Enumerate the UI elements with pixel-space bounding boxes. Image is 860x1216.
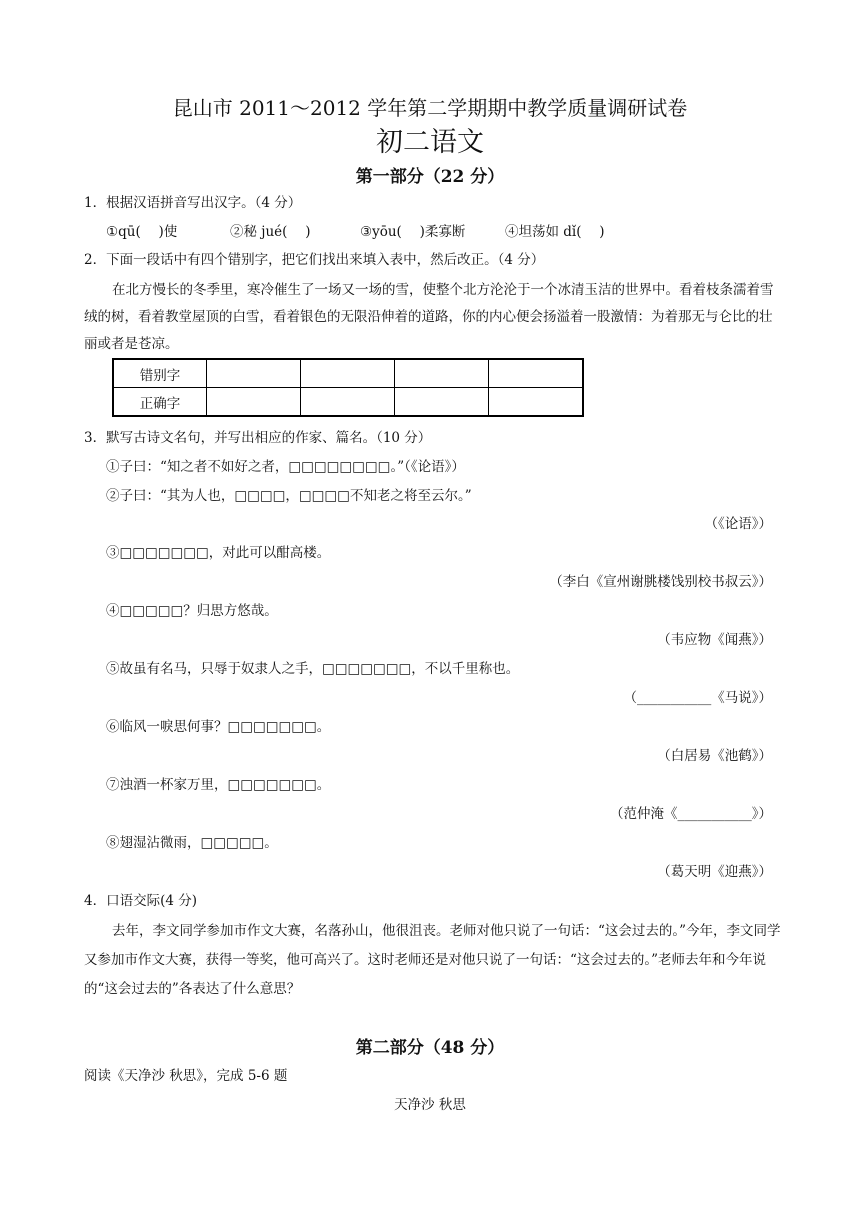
q3-item-7: ⑦浊酒一杯家万里，□□□□□□□。 xyxy=(106,777,331,793)
q3-source-8: （葛天明《迎燕》） xyxy=(657,864,772,880)
table-cell[interactable] xyxy=(207,388,301,417)
q3-item-1: ①子曰：“知之者不如好之者，□□□□□□□□。”（《论语》） xyxy=(106,459,465,475)
q3-source-7: （范仲淹《___________》） xyxy=(610,806,772,822)
q2-text: 2．下面一段话中有四个错别字，把它们找出来填入表中，然后改正。（4 分） xyxy=(84,252,545,268)
q3-item-2: ②子曰：“其为人也，□□□□，□□□□不知老之将至云尔。” xyxy=(106,488,472,504)
q3-source-3: （李白《宣州谢朓楼饯别校书叔云》） xyxy=(549,574,772,590)
table-cell[interactable] xyxy=(301,388,395,417)
part2-heading: 第二部分（48 分） xyxy=(355,1038,505,1058)
correction-table xyxy=(112,358,584,417)
q3-item-8: ⑧翅湿沾微雨，□□□□□。 xyxy=(106,835,278,851)
q3-source-6: （白居易《池鹤》） xyxy=(657,748,772,764)
q3-source-5: （___________《马说》） xyxy=(623,690,772,706)
q3-source-4: （韦应物《闻燕》） xyxy=(657,632,772,648)
table-label-wrong: 错别字 xyxy=(113,359,207,388)
exam-subject: 初二语文 xyxy=(376,127,484,158)
q1-text: 1．根据汉语拼音写出汉字。（4 分） xyxy=(84,195,302,211)
q3-item-4: ④□□□□□？归思方悠哉。 xyxy=(106,603,278,619)
table-cell[interactable] xyxy=(207,359,301,388)
q1-item-3: ③yōu( )柔寡断 xyxy=(360,224,466,240)
part2-intro: 阅读《天净沙 秋思》，完成 5-6 题 xyxy=(84,1068,288,1084)
q2-passage: 在北方慢长的冬季里，寒冷催生了一场又一场的雪，使整个北方沦沦于一个冰清玉洁的世界中。看着枝条濡着雪绒的树，看着教堂屋顶的白雪，看着银色的无限沿伸着的道路，你的内心便会扬溢着一股激情：为着那无与仑比的壮丽或者是苍凉。 xyxy=(84,282,774,352)
q1-item-4: ④坦荡如 dǐ( ) xyxy=(505,224,605,240)
q4-passage: 去年，李文同学参加市作文大赛，名落孙山，他很沮丧。老师对他只说了一句话：“这会过去的。”今年，李文同学又参加市作文大赛，获得一等奖，他可高兴了。这时老师还是对他只说了一句话：“这会过去的。”老师去年和今年说的“这会过去的”各表达了什么意思？ xyxy=(84,923,781,997)
table-cell[interactable] xyxy=(301,359,395,388)
poem-title: 天净沙 秋思 xyxy=(394,1097,466,1113)
q3-item-3: ③□□□□□□□，对此可以酣高楼。 xyxy=(106,545,331,561)
table-cell[interactable] xyxy=(395,359,489,388)
q1-item-2: ②秘 jué( ) xyxy=(230,224,311,240)
q3-item-5: ⑤故虽有名马，只辱于奴隶人之手，□□□□□□□，不以千里称也。 xyxy=(106,661,520,677)
q4-text: 4．口语交际(4 分) xyxy=(84,893,198,909)
table-cell[interactable] xyxy=(489,388,584,417)
table-label-correct: 正确字 xyxy=(113,388,207,417)
q3-item-6: ⑥临风一唳思何事？□□□□□□□。 xyxy=(106,719,331,735)
q3-source-2: （《论语》） xyxy=(704,516,772,532)
table-cell[interactable] xyxy=(489,359,584,388)
part1-heading: 第一部分（22 分） xyxy=(355,167,505,187)
q3-text: 3．默写古诗文名句，并写出相应的作家、篇名。（10 分） xyxy=(84,430,432,446)
q1-item-1: ①qū( )使 xyxy=(106,224,178,240)
exam-title: 昆山市 2011～2012 学年第二学期期中教学质量调研试卷 xyxy=(172,96,688,120)
table-cell[interactable] xyxy=(395,388,489,417)
